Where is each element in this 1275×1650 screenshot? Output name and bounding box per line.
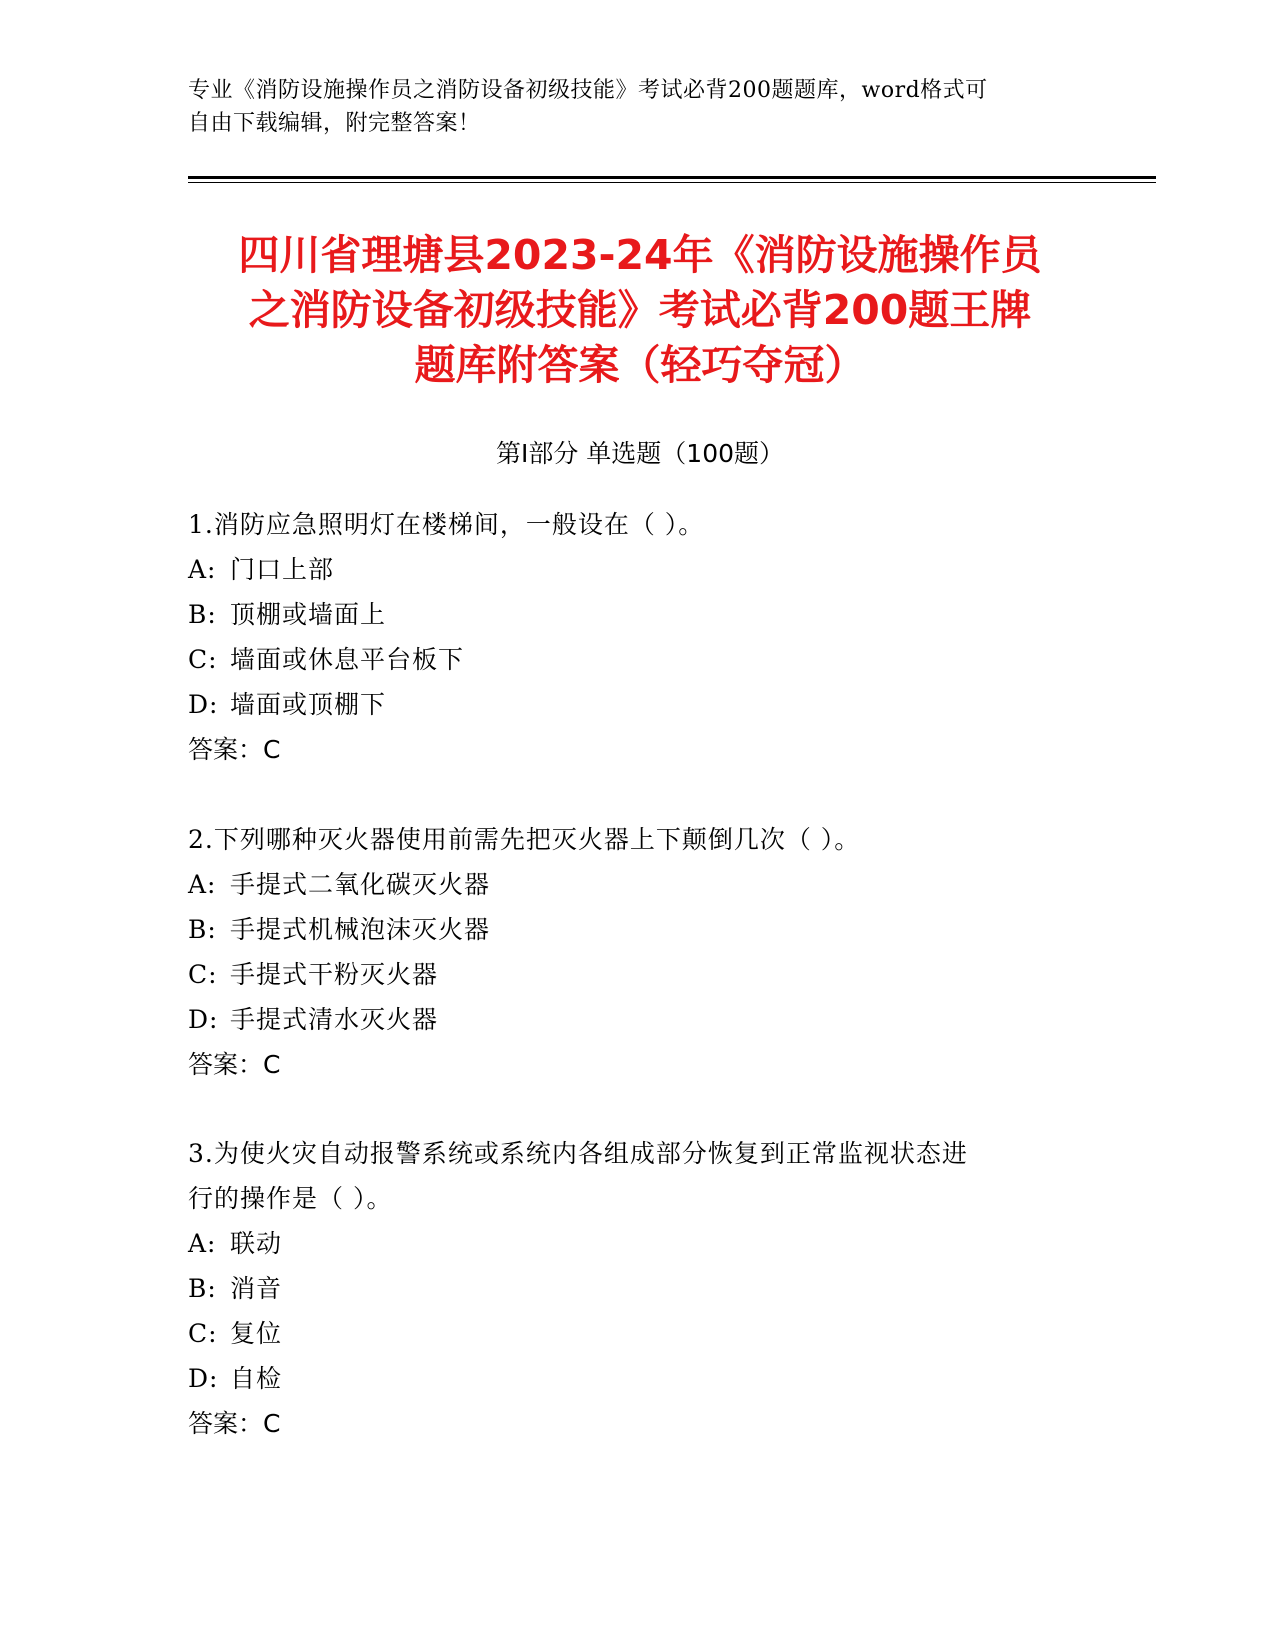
option-c bbox=[188, 952, 1068, 997]
document-title-line-3: 题库附答案（轻巧夺冠） bbox=[414, 341, 866, 389]
option-text: 墙面或休息平台板下 bbox=[230, 645, 465, 674]
question-stem: 1.消防应急照明灯在楼梯间，一般设在（ ）。 bbox=[188, 510, 705, 539]
header-note-line-1: 专业《消防设施操作员之消防设备初级技能》考试必背200题题库，word格式可 bbox=[188, 78, 988, 103]
option-letter: C: bbox=[188, 645, 218, 674]
option-text: 手提式干粉灭火器 bbox=[230, 960, 439, 989]
option-d bbox=[188, 682, 1068, 727]
question-1 bbox=[188, 502, 1068, 772]
option-letter: A: bbox=[188, 1229, 217, 1258]
answer: 答案：C bbox=[188, 735, 281, 764]
option-letter: A: bbox=[188, 870, 217, 899]
option-d bbox=[188, 997, 1068, 1042]
question-3 bbox=[188, 1131, 1068, 1446]
option-b bbox=[188, 1266, 1068, 1311]
option-text: 复位 bbox=[230, 1319, 283, 1348]
option-a bbox=[188, 547, 1068, 592]
option-a bbox=[188, 862, 1068, 907]
option-c bbox=[188, 1311, 1068, 1356]
question-stem: 2.下列哪种灭火器使用前需先把灭火器上下颠倒几次（ ）。 bbox=[188, 825, 861, 854]
document-title bbox=[190, 228, 1090, 393]
option-letter: C: bbox=[188, 1319, 218, 1348]
document-title-line-1: 四川省理塘县2023-24年《消防设施操作员 bbox=[238, 231, 1042, 279]
question-2 bbox=[188, 817, 1068, 1087]
option-letter: A: bbox=[188, 555, 217, 584]
answer: 答案：C bbox=[188, 1409, 281, 1438]
option-c bbox=[188, 637, 1068, 682]
header-note-line-2: 自由下载编辑，附完整答案！ bbox=[188, 111, 481, 136]
header-note bbox=[188, 74, 1068, 140]
option-text: 墙面或顶棚下 bbox=[230, 690, 387, 719]
option-text: 门口上部 bbox=[230, 555, 335, 584]
option-text: 手提式机械泡沫灭火器 bbox=[230, 915, 491, 944]
option-a bbox=[188, 1221, 1068, 1266]
option-letter: B: bbox=[188, 1274, 217, 1303]
option-d bbox=[188, 1356, 1068, 1401]
option-text: 自检 bbox=[230, 1364, 283, 1393]
option-text: 手提式二氧化碳灭火器 bbox=[230, 870, 491, 899]
question-stem: 3.为使火灾自动报警系统或系统内各组成部分恢复到正常监视状态进 bbox=[188, 1139, 968, 1168]
document-title-line-2: 之消防设备初级技能》考试必背200题王牌 bbox=[248, 286, 1032, 334]
option-b bbox=[188, 907, 1068, 952]
option-text: 手提式清水灭火器 bbox=[230, 1005, 439, 1034]
header-divider-thick bbox=[188, 176, 1156, 179]
option-text: 消音 bbox=[230, 1274, 283, 1303]
header-divider-thin bbox=[188, 182, 1156, 183]
option-text: 顶棚或墙面上 bbox=[230, 600, 387, 629]
option-letter: D: bbox=[188, 690, 219, 719]
option-text: 联动 bbox=[230, 1229, 283, 1258]
option-letter: B: bbox=[188, 915, 217, 944]
answer: 答案：C bbox=[188, 1050, 281, 1079]
option-letter: D: bbox=[188, 1364, 219, 1393]
option-letter: C: bbox=[188, 960, 218, 989]
question-stem-continued: 行的操作是（ ）。 bbox=[188, 1184, 393, 1213]
option-b bbox=[188, 592, 1068, 637]
option-letter: D: bbox=[188, 1005, 219, 1034]
section-heading: 第Ⅰ部分 单选题（100题） bbox=[495, 439, 785, 468]
option-letter: B: bbox=[188, 600, 217, 629]
